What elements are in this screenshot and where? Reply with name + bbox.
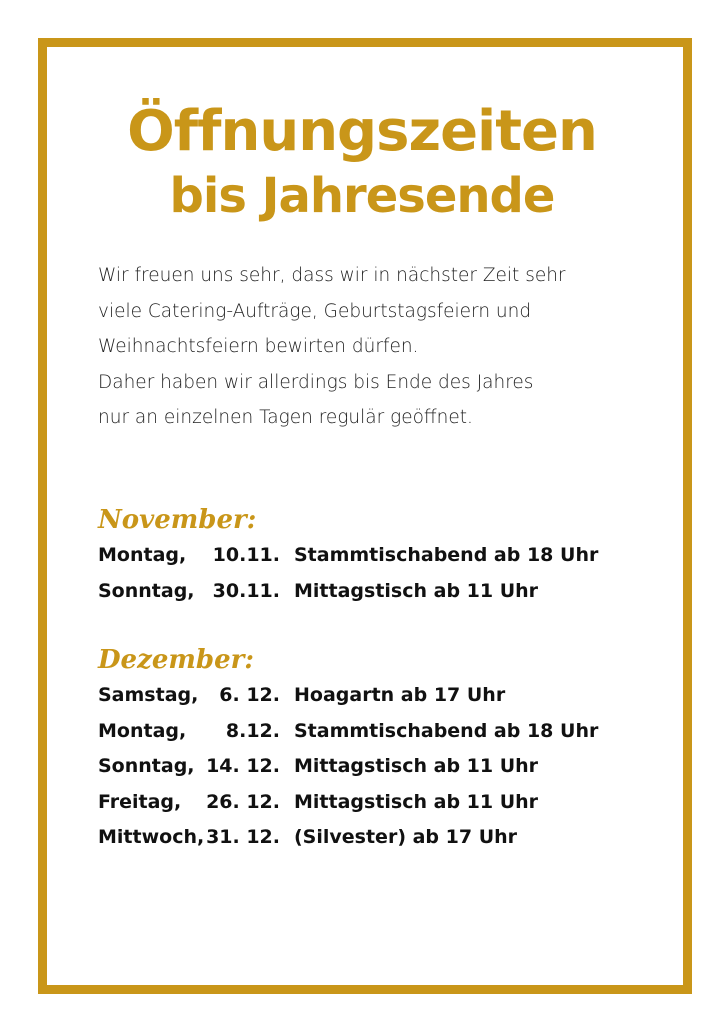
- schedule-event: Stammtischabend ab 18 Uhr: [294, 544, 599, 566]
- schedule-dezember: [98, 678, 658, 856]
- schedule-day: Sonntag,: [98, 579, 195, 602]
- schedule-date: 8.12.: [225, 719, 280, 742]
- schedule-november: [98, 538, 658, 609]
- month-heading-dezember: Dezember:: [98, 645, 254, 675]
- schedule-row: [98, 820, 658, 856]
- page-subtitle: bis Jahresende: [169, 168, 555, 224]
- schedule-event: Mittagstisch ab 11 Uhr: [294, 790, 539, 813]
- schedule-row: [98, 714, 658, 750]
- schedule-day: Freitag,: [98, 790, 182, 813]
- schedule-event: Mittagstisch ab 11 Uhr: [294, 755, 539, 777]
- schedule-date: 30.11.: [212, 579, 280, 602]
- month-heading-november: November:: [98, 505, 257, 535]
- schedule-event: Hoagartn ab 17 Uhr: [294, 684, 506, 706]
- intro-line: Wir freuen uns sehr, dass wir in nächster Zeit sehr: [98, 265, 566, 286]
- schedule-date: 14. 12.: [206, 755, 280, 777]
- intro-text: [98, 258, 638, 436]
- schedule-row: [98, 538, 658, 574]
- schedule-day: Sonntag,: [98, 755, 195, 777]
- schedule-date: 6. 12.: [219, 684, 280, 706]
- schedule-event: Stammtischabend ab 18 Uhr: [294, 719, 599, 742]
- schedule-day: Mittwoch,: [98, 826, 205, 848]
- page-title: Öffnungszeiten: [127, 99, 597, 164]
- schedule-row: [98, 574, 658, 610]
- schedule-event: Mittagstisch ab 11 Uhr: [294, 579, 539, 602]
- intro-line: Weihnachtsfeiern bewirten dürfen.: [98, 336, 419, 357]
- intro-line: viele Catering-Aufträge, Geburtstagsfeiern und: [98, 300, 532, 322]
- schedule-day: Montag,: [98, 544, 187, 566]
- schedule-row: [98, 785, 658, 821]
- schedule-day: Samstag,: [98, 684, 199, 706]
- schedule-date: 26. 12.: [206, 790, 280, 813]
- schedule-date: 10.11.: [212, 544, 280, 566]
- schedule-row: [98, 749, 658, 785]
- schedule-date: 31. 12.: [206, 826, 280, 848]
- intro-line: nur an einzelnen Tagen regulär geöffnet.: [98, 407, 473, 428]
- schedule-event: (Silvester) ab 17 Uhr: [294, 826, 518, 848]
- schedule-row: [98, 678, 658, 714]
- schedule-day: Montag,: [98, 719, 187, 742]
- intro-line: Daher haben wir allerdings bis Ende des Jahres: [98, 371, 534, 393]
